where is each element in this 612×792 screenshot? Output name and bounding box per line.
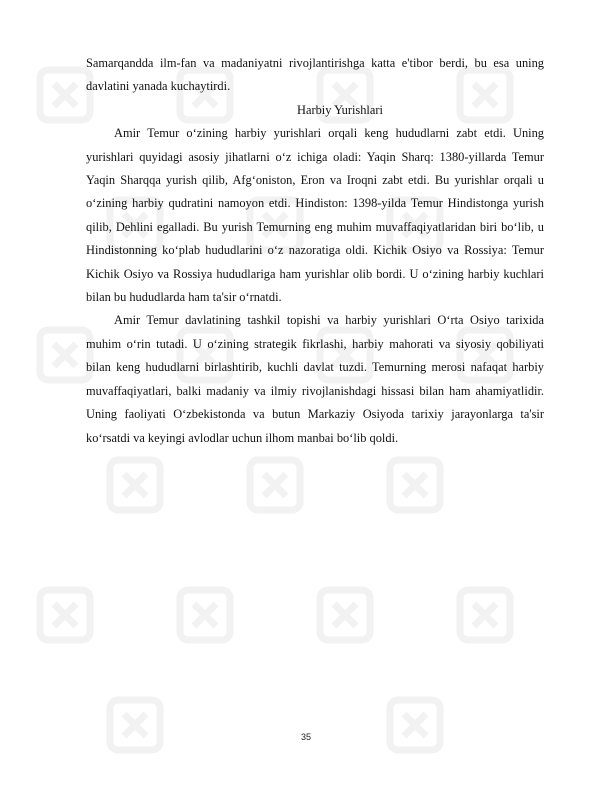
body-paragraph-military-campaigns: Amir Temur o‘zining harbiy yurishlari orqali keng hududlarni zabt etdi. Uning yurishlari quyidagi asosiy jihatlarni o‘z ichiga oladi: Yaqin Sharq: 1380-yillarda Temur Yaqin Sharqqa yurish qilib, Afg‘oniston, Eron va Iroqni zabt etdi. Bu yurishlar orqali u o‘zining harbiy qudratini namoyon etdi. Hindiston: 1398-yilda Temur Hindistonga yurish qilib, Dehlini egalladi. Bu yurish Temurning eng muhim muvaffaqiyatlaridan biri bo‘lib, u Hindistonning ko‘plab hududlarini o‘z nazoratiga oldi. Kichik Osiyo va Rossiya: Temur Kichik Osiyo va Rossiya hududlariga ham yurishlar olib bordi. U o‘zining harbiy kuchlari bilan bu hududlarda ham ta'sir o‘rnatdi. [86, 126, 544, 305]
body-paragraph-conclusion: Amir Temur davlatining tashkil topishi va harbiy yurishlari O‘rta Osiyo tarixida muhim o‘rin tutadi. U o‘zining strategik fikrlashi, harbiy mahorati va siyosiy qobiliyati bilan keng hududlarni birlashtirib, kuchli davlat tuzdi. Temurning merosi nafaqat harbiy muvaffaqiyatlari, balki madaniy va ilmiy rivojlanishdagi hissasi bilan ham ahamiyatlidir. Uning faoliyati O‘zbekistonda va butun Markaziy Osiyoda tarixiy jarayonlarga ta'sir ko‘rsatdi va keyingi avlodlar uchun ilhom manbai bo‘lib qoldi. [86, 313, 544, 445]
page-number: 35 [300, 732, 311, 742]
document-page [86, 52, 544, 450]
section-heading: Harbiy Yurishlari [297, 102, 383, 117]
intro-paragraph: Samarqandda ilm-fan va madaniyatni rivojlantirishga katta e'tibor berdi, bu esa uning davlatini yanada kuchaytirdi. [86, 56, 544, 94]
